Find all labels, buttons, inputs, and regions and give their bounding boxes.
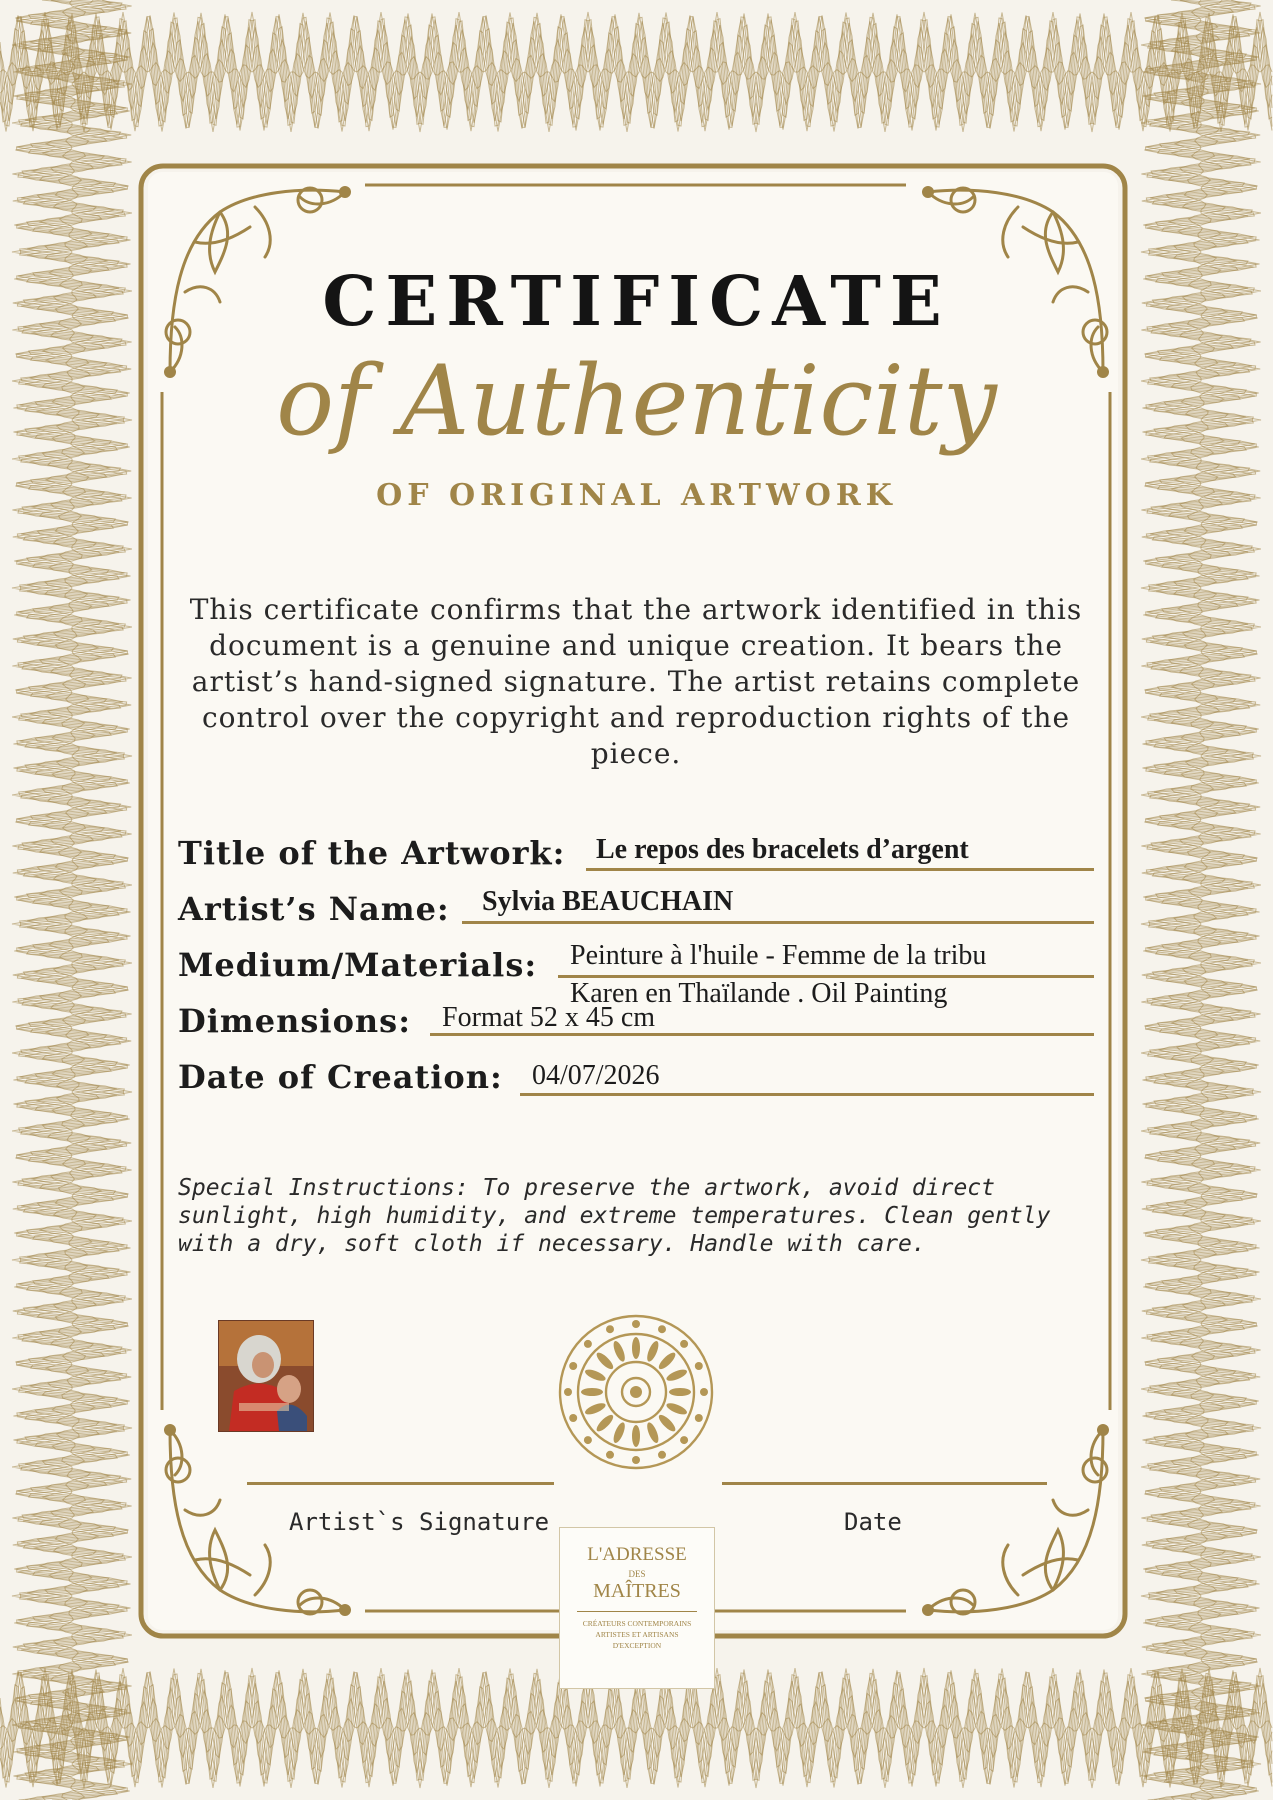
mandala-petal bbox=[632, 1337, 640, 1359]
special-instructions: Special Instructions: To preserve the artwork, avoid direct sunlight, high humidity, and extreme temperatures. Clean gently with a dry, soft cloth if necessary. Handle with care. bbox=[178, 1175, 1051, 1257]
logo-tagline2: ARTISTES ET ARTISANS bbox=[595, 1630, 679, 1639]
mandala-petal bbox=[669, 1388, 691, 1396]
mandala-petal bbox=[581, 1388, 603, 1396]
mandala-dot bbox=[606, 1451, 614, 1459]
artist-signature-line bbox=[247, 1482, 554, 1485]
mandala-dot bbox=[695, 1414, 703, 1422]
field-label-medium: Medium/Materials: bbox=[178, 946, 538, 984]
mandala-petal bbox=[594, 1350, 615, 1371]
mandala-dot bbox=[680, 1340, 688, 1348]
mandala-dot bbox=[606, 1325, 614, 1333]
field-value-dimensions: Format 52 x 45 cm bbox=[442, 1002, 656, 1033]
mandala-dot bbox=[569, 1414, 577, 1422]
mandala-petal bbox=[656, 1350, 677, 1371]
field-line-date bbox=[520, 1093, 1094, 1096]
mandala-dot bbox=[700, 1388, 708, 1396]
mandala-petal bbox=[656, 1412, 677, 1433]
corner-flourish-bottom-right bbox=[913, 1420, 1113, 1620]
field-line-title bbox=[586, 868, 1094, 871]
field-value-artist: Sylvia BEAUCHAIN bbox=[482, 886, 734, 917]
logo-tagline1: CRÉATEURS CONTEMPORAINS bbox=[582, 1619, 692, 1628]
mandala-petal bbox=[584, 1401, 607, 1417]
mandala-dot bbox=[695, 1362, 703, 1370]
logo-tagline3: D'EXCEPTION bbox=[612, 1641, 662, 1650]
mandala-petal bbox=[632, 1425, 640, 1447]
intro-paragraph: This certificate confirms that the artwork identified in this document is a genuine and unique creation. It bears the artist’s hand-signed signature. The artist retains complete control over the copyright and reproduction rights of the piece. bbox=[189, 593, 1083, 770]
mandala-dot bbox=[680, 1436, 688, 1444]
logo-divider bbox=[577, 1611, 697, 1612]
mandala-dot bbox=[658, 1325, 666, 1333]
certificate-script-title: of Authenticity bbox=[276, 345, 997, 457]
mandala-petal bbox=[645, 1421, 661, 1444]
field-label-title: Title of the Artwork: bbox=[178, 834, 566, 872]
field-line-artist bbox=[462, 921, 1094, 924]
field-label-date: Date of Creation: bbox=[178, 1058, 503, 1096]
mandala-dot bbox=[564, 1388, 572, 1396]
certificate-title: CERTIFICATE bbox=[322, 262, 951, 342]
certificate-subtitle: OF ORIGINAL ARTWORK bbox=[376, 478, 897, 513]
mandala-petal bbox=[645, 1340, 661, 1363]
logo-line1: L'ADRESSE bbox=[587, 1544, 687, 1565]
field-value-medium-line2: Karen en Thaïlande . Oil Painting bbox=[570, 978, 948, 1009]
field-label-artist: Artist’s Name: bbox=[178, 890, 450, 928]
field-value-title: Le repos des bracelets d’argent bbox=[596, 834, 969, 865]
field-label-dimensions: Dimensions: bbox=[178, 1002, 411, 1040]
mandala-petal bbox=[611, 1340, 627, 1363]
mandala-dot bbox=[658, 1451, 666, 1459]
mandala-petal bbox=[665, 1401, 688, 1417]
mandala-dot bbox=[584, 1436, 592, 1444]
field-value-date: 04/07/2026 bbox=[532, 1060, 660, 1091]
logo-line2: DES bbox=[628, 1569, 646, 1579]
artwork-thumbnail bbox=[218, 1320, 314, 1432]
mandala-dot bbox=[632, 1456, 640, 1464]
field-value-medium-line1: Peinture à l'huile - Femme de la tribu bbox=[570, 940, 987, 971]
gallery-logo bbox=[559, 1527, 715, 1689]
mandala-dot bbox=[632, 1320, 640, 1328]
mandala-petal bbox=[665, 1367, 688, 1383]
mandala-seal bbox=[556, 1312, 716, 1472]
mandala-dot bbox=[569, 1362, 577, 1370]
date-label: Date bbox=[844, 1508, 902, 1536]
mandala-petal bbox=[611, 1421, 627, 1444]
mandala-petal bbox=[584, 1367, 607, 1383]
mandala-petal bbox=[594, 1412, 615, 1433]
date-signature-line bbox=[722, 1482, 1047, 1485]
artist-signature-label: Artist`s Signature bbox=[289, 1508, 550, 1536]
logo-line3: MAÎTRES bbox=[593, 1580, 681, 1602]
mandala-dot bbox=[584, 1340, 592, 1348]
